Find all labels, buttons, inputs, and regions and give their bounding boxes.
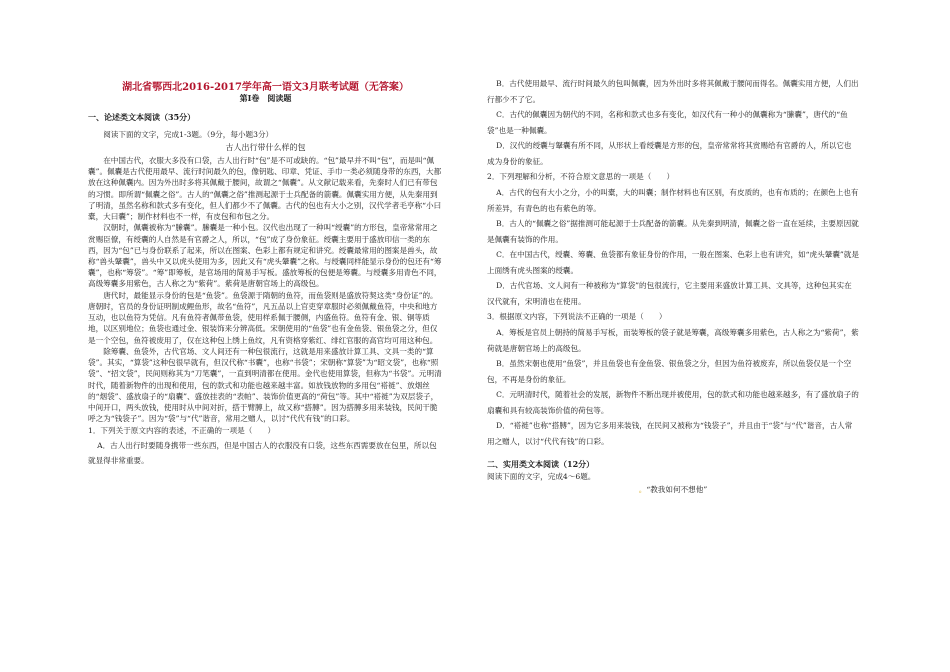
question-1-option-a: A．古人出行时要随身携带一些东西，但是中国古人的衣服没有口袋，这些东西需要放在包里，所以包就显得非常重要。 [88,440,437,466]
right-column [487,76,859,496]
article-title-2-mark: 。 [638,484,647,494]
question-1-option-b: B．古代使用最早、流行时间最久的包叫佩囊，因为外出时多将其佩戴于腰间而得名。佩囊实用方便，人们出行都少不了它。 [487,79,859,104]
paragraph: 汉朝时，佩囊被称为“縢囊”。縢囊是一种小包。汉代也出现了一种叫“绶囊”的方形包，皇帝常常用之赏赐臣僚，有绶囊的人自然是有官爵之人，所以，“包”成了身份象征。绶囊主要用于盛放印信一类的东西，因为“包”已与身份联系了起来，所以在图案、色彩上都有规定和讲究。绶囊最常用的图案是兽头，故称“兽头鞶囊”，兽头中又以虎头使用为多，因此又有“虎头鞶囊”之称。与绶囊同样能显示身份的包还有“筹囊”，也称“筹袋”。“筹”即筹板，是官场用的简易手写板。盛放筹板的包便是筹囊。与绶囊多用青色不同，高级筹囊多用紫色，古人称之为“紫荷”。紫荷是唐朝官场上的高级包。 [88,223,442,289]
question-1: 1．下列关于原文内容的表述，不正确的一项是（ ） [88,425,276,435]
paragraph: 唐代时，最能显示身份的包是“鱼袋”。鱼袋源于隋朝的鱼符，而鱼袋则是盛放符契这类“身份证”的。唐朝时，官员的身份证明制成鲤鱼形，故名“鱼符”，凡五品以上官吏穿章服时必须佩戴鱼符，中央和地方互动，也以鱼符为凭信。凡有鱼符者佩带鱼袋，使用样系佩于腰侧，内盛鱼符。鱼符有金、银、铜等质地，以区别地位；鱼袋也通过金、银装饰来分辨高低。宋朝使用的“鱼袋”也有金鱼袋、银鱼袋之分，但仅是一个空包，鱼符被废用了，仅在这种包上绣上鱼纹，凡有资格穿紫红、绯红官服的高官均可用这种包。 [88,290,438,345]
document-subtitle: 第Ⅰ卷 阅读题 [239,93,292,103]
question-1-option-c: C．古代的佩囊因为朝代的不同，名称和款式也多有变化，如汉代有一种小的佩囊称为“縢囊”，唐代的“鱼袋”也是一种佩囊。 [487,110,848,135]
section-heading-1: 一、论述类文本阅读（35分） [88,112,196,122]
question-3-option-d: D．“褡裢”也称“搭膊”，因为它多用来装钱，在民间又被称为“钱袋子”，并且由于“袋”与“代”谐音，古人常用之赠人，以讨“代代有钱”的口彩。 [487,421,853,446]
question-2: 2．下列理解和分析，不符合原文意思的一项是（ ） [487,172,675,182]
left-column [88,112,443,469]
question-2-option-d: D．古代官场、文人间有一种被称为“算袋”的包很流行，它主要用来盛放计算工具、文具等，这种包其实在汉代就有，宋明清也在使用。 [487,281,852,306]
question-1-option-d: D．汉代的绶囊与鞶囊有所不同，从形状上看绶囊是方形的包，皇帝常常将其赏赐给有官爵的人，所以它也成为身份的象征。 [487,141,852,166]
spacer [487,450,859,458]
instruction-2: 阅读下面的文字，完成4～6题。 [487,472,596,482]
question-2-option-b: B．古人的“佩囊之俗”据推测可能起源于士兵配备的箭囊。从先秦到明清，佩囊之俗一直在延续，主要原因就是佩囊有装饰的作用。 [487,219,859,244]
paragraph: 在中国古代，衣服大多没有口袋，古人出行时“包”是不可或缺的。“包”最早并不叫“包”，而是叫“佩囊”。佩囊是古代使用最早、流行时间最久的包，像钥匙、印章、凭证、手巾一类必须随身带的东西，大都放在这种佩囊内。因为外出时多将其佩戴于腰间，故谓之“佩囊”。从文献记载来看，先秦时人们已有带包的习惯。即所谓“佩囊之俗”。古人的“佩囊之俗”推测起源于士兵配备的箭囊。佩囊实用方便，从先秦用到了明清，虽然名称和款式多有变化，但人们都少不了佩囊。古代的包也有大小之别，汉代学者毛亨称“小曰橐，大曰囊”；制作材料也不一样，有皮包和布包之分。 [88,155,442,222]
article-title-2 [487,484,859,496]
question-3-option-a: A．筹板是官员上朝持的简易手写板，而装筹板的袋子就是筹囊，高级筹囊多用紫色，古人称之为“紫荷”，紫荷就是唐朝官场上的高级包。 [487,328,859,353]
question-2-option-c: C．在中国古代，绶囊、筹囊、鱼袋都有象征身份的作用，一般在图案、色彩上也有讲究，如“虎头鞶囊”就是上面绣有虎头图案的绶囊。 [487,250,859,275]
paragraph: 除筹囊、鱼袋外，古代官场、文人间还有一种包很流行，这就是用来盛放计算工具、文具一类的“算袋”。其实，“算袋”这种包很早就有，但汉代称“书囊”，也称“书袋”；宋朝称“算袋”为“昭文袋”，也称“照袋”、“招文袋”，民间则称其为“刀笔囊”，一直到明清都在使用。金代也使用算袋，但称为“书袋”。元明清时代，随着新物件的出现和使用，包的款式和功能也越来越丰富。如放钱放物的多用包“褡裢”、放烟丝的“烟袋”、盛放扇子的“扇囊”、盛放挂表的“表帕”、装饰价值更高的“荷包”等。其中“褡裢”为双层袋子，中间开口，两头放钱，使用时从中间对折，搭于臂膊上，故又称“搭膊”。因为搭膊多用来装钱，民间干脆呼之为“钱袋子”。因为“袋”与“代”谐音，常用之赠人，以讨“代代有钱”的口彩。 [88,346,442,424]
article-title-2-text: “教我如何不想他” [646,484,708,494]
article-title-1: 古人出行带什么样的包 [225,143,306,153]
instruction-1: 阅读下面的文字，完成1-3题。（9分，每小题3分） [103,129,274,139]
question-3: 3．根据原文内容，下列说法不正确的一项是（ ） [487,312,667,322]
question-3-option-c: C．元明清时代，随着社会的发展，新物件不断出现并被使用，包的款式和功能也越来越多，有了盛放扇子的扇囊和具有较高装饰价值的荷包等。 [487,390,859,415]
question-3-option-b: B．虽然宋朝也使用“鱼袋”，并且鱼袋也有金鱼袋、银鱼袋之分，但因为鱼符被废弃，所以鱼袋仅是一个空包，不再是身份的象征。 [487,359,852,384]
section-heading-2: 二、实用类文本阅读（12分） [487,458,595,469]
question-2-option-a: A．古代的包有大小之分，小的叫橐，大的叫囊；制作材料也有区别，有皮质的，也有布质的；在颜色上也有所差异，有青色的也有紫色的等。 [487,187,859,213]
document-title: 湖北省鄂西北2016-2017学年高一语文3月联考试题（无答案） [122,82,409,93]
